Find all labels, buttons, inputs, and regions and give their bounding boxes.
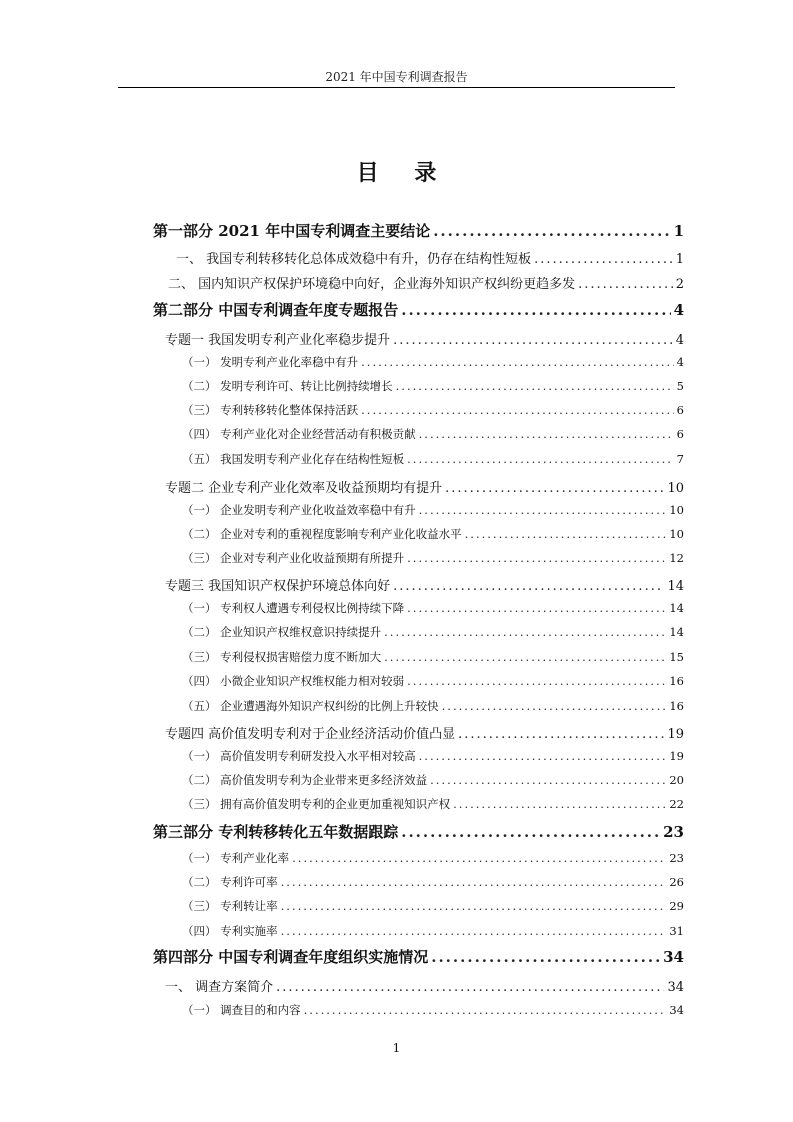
toc-entry[interactable]	[182, 402, 684, 418]
toc-entry-label: （三） 专利转移转化整体保持活跃	[182, 403, 359, 417]
toc-entry[interactable]	[182, 874, 684, 890]
toc-entry[interactable]	[153, 220, 684, 241]
toc-entry[interactable]	[165, 976, 684, 995]
toc-entry-page: 23	[669, 851, 684, 865]
toc-entry-label: 专题二 企业专利产业化效率及收益预期均有提升	[165, 481, 443, 496]
toc-entry-label: 专题四 高价值发明专利对于企业经济活动价值凸显	[165, 727, 456, 742]
toc-leader-dots	[407, 452, 674, 466]
toc-entry[interactable]	[165, 723, 684, 742]
toc-entry-page: 16	[669, 674, 684, 688]
toc-entry-label: （二） 企业对专利的重视程度影响专利产业化收益水平	[182, 527, 462, 541]
toc-leader-dots	[431, 948, 660, 966]
toc-entry[interactable]	[176, 248, 684, 267]
toc-entry-label: （一） 高价值发明专利研发投入水平相对较高	[182, 749, 416, 763]
toc-entry-label: （二） 专利许可率	[182, 875, 278, 889]
toc-leader-dots	[393, 579, 664, 594]
toc-entry-page: 34	[669, 1003, 684, 1017]
toc-entry[interactable]	[182, 898, 684, 914]
toc-entry-page: 19	[669, 749, 684, 763]
toc-entry-label: 第三部分 专利转移转化五年数据跟踪	[153, 823, 399, 841]
toc-leader-dots	[304, 1003, 667, 1017]
toc-entry[interactable]	[153, 946, 684, 967]
toc-entry-page: 22	[669, 797, 684, 811]
toc-entry-page: 7	[676, 452, 684, 466]
toc-leader-dots	[281, 899, 667, 913]
toc-entry-label: 专题三 我国知识产权保护环境总体向好	[165, 579, 391, 594]
toc-entry-label: 一、 我国专利转移转化总体成效稳中有升，仍存在结构性短板	[176, 252, 532, 267]
toc-leader-dots	[433, 222, 670, 240]
toc-leader-dots	[465, 527, 667, 541]
toc-entry-page: 15	[669, 650, 684, 664]
toc-entry-page: 10	[667, 481, 684, 496]
toc-entry-label: （四） 专利实施率	[182, 924, 278, 938]
toc-entry[interactable]	[182, 850, 684, 866]
toc-entry-label: （五） 我国发明专利产业化存在结构性短板	[182, 452, 405, 466]
toc-entry-page: 23	[663, 823, 684, 841]
toc-leader-dots	[419, 427, 674, 441]
toc-entry[interactable]	[182, 624, 684, 640]
toc-entry-page: 10	[669, 503, 684, 517]
toc-entry[interactable]	[182, 526, 684, 542]
toc-entry[interactable]	[182, 649, 684, 665]
toc-entry-page: 14	[669, 601, 684, 615]
toc-entry-page: 4	[673, 301, 684, 319]
toc-entry-page: 19	[667, 727, 684, 742]
toc-entry-page: 34	[667, 980, 684, 995]
toc-entry-page: 31	[669, 924, 684, 938]
toc-entry[interactable]	[168, 273, 684, 292]
toc-entry-page: 10	[669, 527, 684, 541]
toc-entry[interactable]	[182, 796, 684, 812]
toc-leader-dots	[419, 749, 667, 763]
toc-entry[interactable]	[182, 923, 684, 939]
toc-entry[interactable]	[182, 673, 684, 689]
toc-entry[interactable]	[182, 600, 684, 616]
toc-entry-label: （一） 企业发明专利产业化收益效率稳中有升	[182, 503, 416, 517]
toc-leader-dots	[384, 625, 666, 639]
toc-leader-dots	[361, 355, 674, 369]
page-number: 1	[392, 1041, 401, 1055]
toc-entry[interactable]	[153, 299, 684, 320]
toc-leader-dots	[401, 301, 670, 319]
toc-leader-dots	[281, 875, 667, 889]
toc-leader-dots	[442, 699, 667, 713]
toc-entry-label: （三） 拥有高价值发明专利的企业更加重视知识产权	[182, 797, 451, 811]
toc-entry-label: 第一部分 2021 年中国专利调查主要结论	[153, 222, 431, 240]
toc-entry-label: 一、 调查方案简介	[165, 980, 274, 995]
toc-entry-label: （一） 发明专利产业化率稳中有升	[182, 355, 359, 369]
toc-entry-page: 20	[669, 773, 684, 787]
toc-leader-dots	[401, 823, 660, 841]
toc-entry[interactable]	[182, 426, 684, 442]
toc-leader-dots	[407, 601, 666, 615]
toc-entry-label: （一） 专利权人遭遇专利侵权比例持续下降	[182, 601, 405, 615]
toc-entry[interactable]	[182, 354, 684, 370]
toc-entry-page: 16	[669, 699, 684, 713]
toc-entry-label: （一） 调查目的和内容	[182, 1003, 301, 1017]
toc-leader-dots	[578, 277, 673, 292]
toc-entry[interactable]	[182, 748, 684, 764]
toc-entry[interactable]	[165, 329, 684, 348]
toc-leader-dots	[430, 773, 666, 787]
toc-entry-label: （三） 专利转让率	[182, 899, 278, 913]
toc-entry-page: 5	[676, 379, 684, 393]
toc-entry-label: 第四部分 中国专利调查年度组织实施情况	[153, 948, 429, 966]
toc-entry-page: 4	[676, 355, 684, 369]
toc-entry-page: 29	[669, 899, 684, 913]
toc-leader-dots	[281, 924, 667, 938]
toc-entry-page: 34	[663, 948, 684, 966]
toc-entry[interactable]	[182, 502, 684, 518]
running-header: 2021 年中国专利调查报告	[325, 70, 468, 84]
toc-entry-page: 1	[675, 252, 684, 267]
toc-entry-page: 14	[669, 625, 684, 639]
toc-leader-dots	[407, 674, 666, 688]
toc-entry-label: （三） 企业对专利产业化收益预期有所提升	[182, 551, 405, 565]
toc-entry-page: 6	[676, 427, 684, 441]
toc-leader-dots	[384, 650, 666, 664]
toc-entry-label: 二、 国内知识产权保护环境稳中向好，企业海外知识产权纠纷更趋多发	[168, 277, 576, 292]
toc-leader-dots	[292, 851, 666, 865]
toc-leader-dots	[361, 403, 674, 417]
toc-leader-dots	[276, 980, 664, 995]
toc-entry[interactable]	[165, 575, 684, 594]
toc-entry-label: 专题一 我国发明专利产业化率稳步提升	[165, 333, 391, 348]
toc-entry-label: （二） 发明专利许可、转让比例持续增长	[182, 379, 393, 393]
toc-entry[interactable]	[182, 451, 684, 467]
toc-entry-label: （二） 企业知识产权维权意识持续提升	[182, 625, 382, 639]
toc-title: 目 录	[356, 160, 451, 186]
toc-entry-page: 6	[676, 403, 684, 417]
toc-entry[interactable]	[182, 1002, 684, 1018]
toc-entry-label: （三） 专利侵权损害赔偿力度不断加大	[182, 650, 382, 664]
toc-leader-dots	[393, 333, 673, 348]
toc-entry-label: （四） 专利产业化对企业经营活动有积极贡献	[182, 427, 416, 441]
toc-leader-dots	[453, 797, 666, 811]
toc-entry[interactable]	[182, 698, 684, 714]
toc-leader-dots	[407, 551, 666, 565]
toc-leader-dots	[534, 252, 673, 267]
toc-entry-page: 14	[667, 579, 684, 594]
toc-entry-label: 第二部分 中国专利调查年度专题报告	[153, 301, 399, 319]
toc-leader-dots	[458, 727, 664, 742]
toc-entry[interactable]	[153, 821, 684, 842]
toc-entry-label: （二） 高价值发明专利为企业带来更多经济效益	[182, 773, 428, 787]
toc-entry-label: （四） 小微企业知识产权维权能力相对较弱	[182, 674, 405, 688]
toc-entry[interactable]	[182, 378, 684, 394]
toc-entry[interactable]	[182, 772, 684, 788]
toc-entry-page: 2	[675, 277, 684, 292]
toc-entry[interactable]	[182, 550, 684, 566]
toc-entry-page: 1	[673, 222, 684, 240]
toc-entry-page: 4	[675, 333, 684, 348]
toc-leader-dots	[445, 481, 664, 496]
toc-entry-label: （五） 企业遭遇海外知识产权纠纷的比例上升较快	[182, 699, 439, 713]
toc-entry-label: （一） 专利产业化率	[182, 851, 290, 865]
toc-entry-page: 12	[669, 551, 684, 565]
toc-entry[interactable]	[165, 477, 684, 496]
toc-leader-dots	[396, 379, 674, 393]
toc-leader-dots	[419, 503, 667, 517]
toc-entry-page: 26	[669, 875, 684, 889]
